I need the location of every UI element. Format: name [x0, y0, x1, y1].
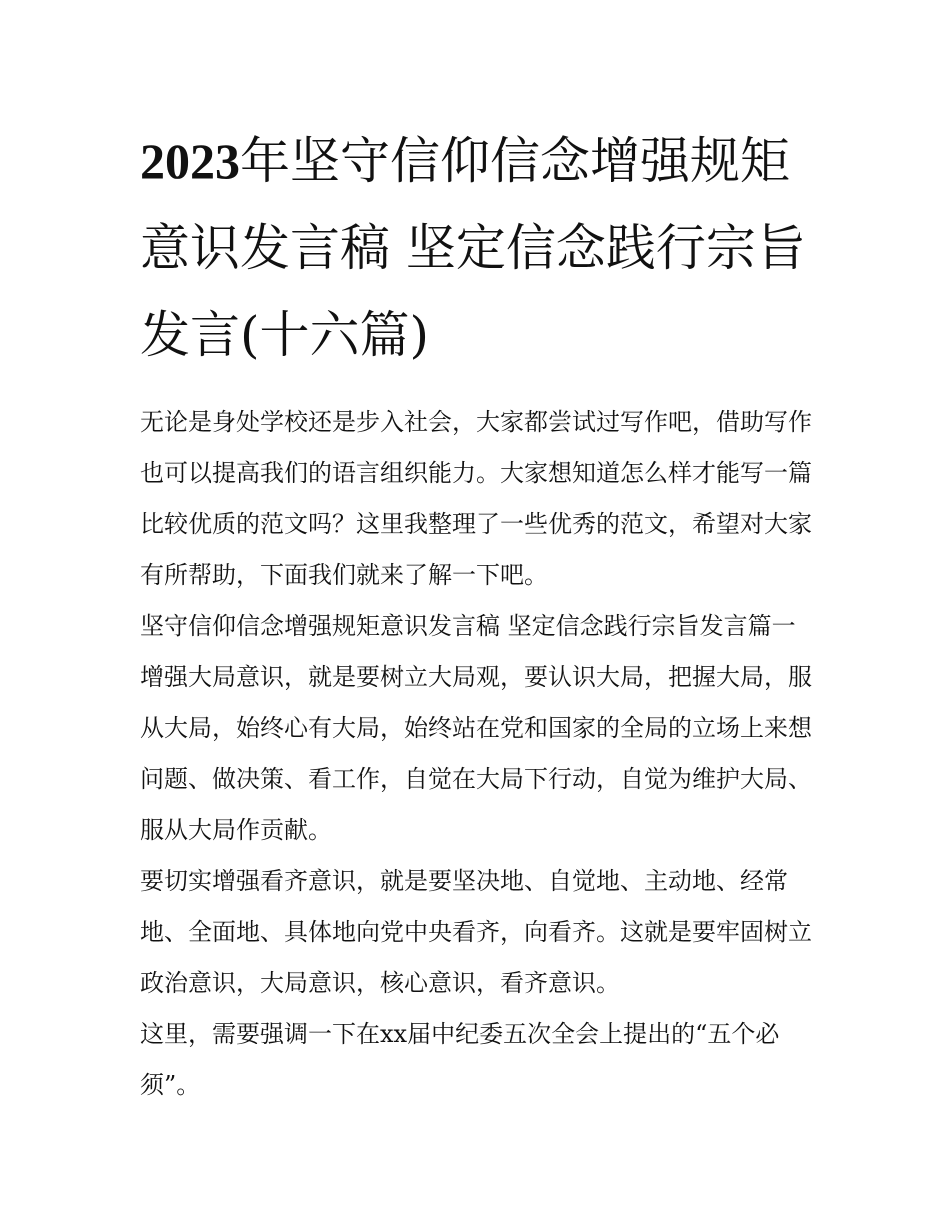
- section-heading: 坚守信仰信念增强规矩意识发言稿 坚定信念践行宗旨发言篇一: [140, 612, 796, 640]
- document-page: [140, 118, 815, 1111]
- title-text: 年坚守信仰信念增强规矩意识发言稿 坚定信念践行宗旨发言(十六篇): [140, 132, 806, 364]
- intro-paragraph: 无论是身处学校还是步入社会，大家都尝试过写作吧，借助写作也可以提高我们的语言组织能力。大家想知道怎么样才能写一篇比较优质的范文吗？这里我整理了一些优秀的范文，希望对大家有所帮助，下面我们就来了解一下吧。: [140, 408, 812, 589]
- document-title: [140, 118, 815, 379]
- body-paragraph: 增强大局意识，就是要树立大局观，要认识大局，把握大局，服从大局，始终心有大局，始终站在党和国家的全局的立场上来想问题、做决策、看工作，自觉在大局下行动，自觉为维护大局、服从大局作贡献。: [140, 663, 812, 844]
- body-paragraph: 这里，需要强调一下在xx届中纪委五次全会上提出的“五个必须”。: [140, 1020, 780, 1099]
- title-year: 2023: [140, 133, 240, 189]
- body-paragraph: 要切实增强看齐意识，就是要坚决地、自觉地、主动地、经常地、全面地、具体地向党中央看齐，向看齐。这就是要牢固树立政治意识，大局意识，核心意识，看齐意识。: [140, 867, 812, 997]
